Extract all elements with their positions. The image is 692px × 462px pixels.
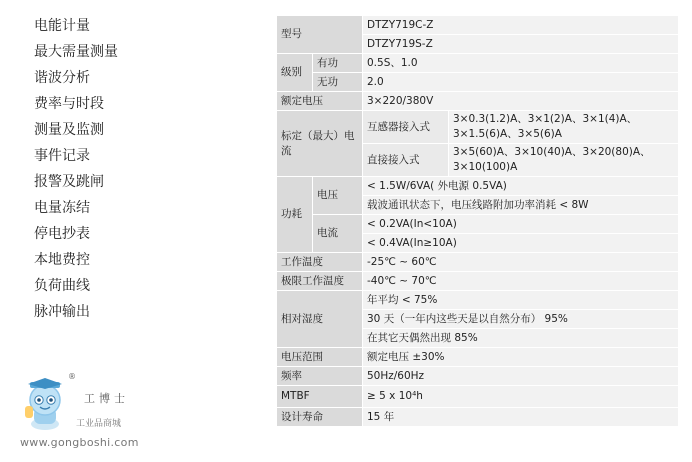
feature-item: 电量冻结 (34, 200, 90, 216)
spec-label-limit-temp: 极限工作温度 (277, 272, 363, 291)
feature-item: 报警及跳闸 (34, 174, 104, 190)
spec-label-power-current: 电流 (313, 215, 363, 253)
spec-value-power-voltage-1: < 1.5W/6VA( 外电源 0.5VA) (363, 177, 679, 196)
spec-label-accuracy: 级别 (277, 54, 313, 92)
spec-value-power-current-2: < 0.4VA(In≥10A) (363, 234, 679, 253)
spec-label-reactive: 无功 (313, 73, 363, 92)
spec-value-power-voltage-2: 载波通讯状态下，电压线路附加功率消耗 < 8W (363, 196, 679, 215)
spec-label-rated-voltage: 额定电压 (277, 92, 363, 111)
feature-item: 谐波分析 (34, 70, 90, 86)
spec-value-power-current-1: < 0.2VA(In<10A) (363, 215, 679, 234)
spec-value-reactive: 2.0 (363, 73, 679, 92)
feature-item: 事件记录 (34, 148, 90, 164)
spec-label-mtbf: MTBF (277, 386, 363, 408)
spec-label-model: 型号 (277, 16, 363, 54)
feature-item: 电能计量 (34, 18, 90, 34)
feature-item: 费率与时段 (34, 96, 104, 112)
spec-label-op-temp: 工作温度 (277, 253, 363, 272)
robot-mascot-icon (18, 378, 72, 432)
logo-url: www.gongboshi.com (20, 436, 139, 449)
spec-label-voltage-range: 电压范围 (277, 348, 363, 367)
feature-list (34, 16, 118, 328)
feature-item: 负荷曲线 (34, 278, 90, 294)
spec-label-life: 设计寿命 (277, 408, 363, 427)
spec-label-humidity: 相对湿度 (277, 291, 363, 348)
feature-item: 测量及监测 (34, 122, 104, 138)
logo-brand: 工博士 (84, 392, 129, 405)
feature-item: 本地费控 (34, 252, 90, 268)
spec-label-ct: 互感器接入式 (363, 111, 449, 144)
spec-value-ct: 3×0.3(1.2)A、3×1(2)A、3×1(4)A、3×1.5(6)A、3×5(6)A (449, 111, 679, 144)
spec-value-rated-voltage: 3×220/380V (363, 92, 679, 111)
spec-value-mtbf: ≥ 5 x 10⁴h (363, 386, 679, 408)
spec-value-op-temp: -25℃ ~ 60℃ (363, 253, 679, 272)
spec-value-frequency: 50Hz/60Hz (363, 367, 679, 386)
spec-label-direct: 直接接入式 (363, 144, 449, 177)
spec-table (276, 15, 679, 427)
spec-value-voltage-range: 额定电压 ±30% (363, 348, 679, 367)
feature-item: 停电抄表 (34, 226, 90, 242)
spec-value-model-2: DTZY719S-Z (363, 35, 679, 54)
spec-value-life: 15 年 (363, 408, 679, 427)
spec-value-model-1: DTZY719C-Z (363, 16, 679, 35)
spec-value-humidity-1: 年平均 < 75% (363, 291, 679, 310)
logo-tagline: 工业品商城 (76, 419, 122, 429)
spec-value-humidity-3: 在其它天偶然出现 85% (363, 329, 679, 348)
spec-label-active: 有功 (313, 54, 363, 73)
spec-label-frequency: 频率 (277, 367, 363, 386)
spec-value-limit-temp: -40℃ ~ 70℃ (363, 272, 679, 291)
spec-label-power-voltage: 电压 (313, 177, 363, 215)
spec-label-power: 功耗 (277, 177, 313, 253)
spec-value-humidity-2: 30 天（一年内这些天是以自然分布） 95% (363, 310, 679, 329)
spec-value-direct: 3×5(60)A、3×10(40)A、3×20(80)A、3×10(100)A (449, 144, 679, 177)
registered-mark: ® (68, 372, 76, 381)
spec-value-active: 0.5S、1.0 (363, 54, 679, 73)
spec-label-current: 标定（最大）电流 (277, 111, 363, 177)
feature-item: 最大需量测量 (34, 44, 118, 60)
feature-item: 脉冲输出 (34, 304, 90, 320)
gongboshi-logo (18, 372, 144, 452)
